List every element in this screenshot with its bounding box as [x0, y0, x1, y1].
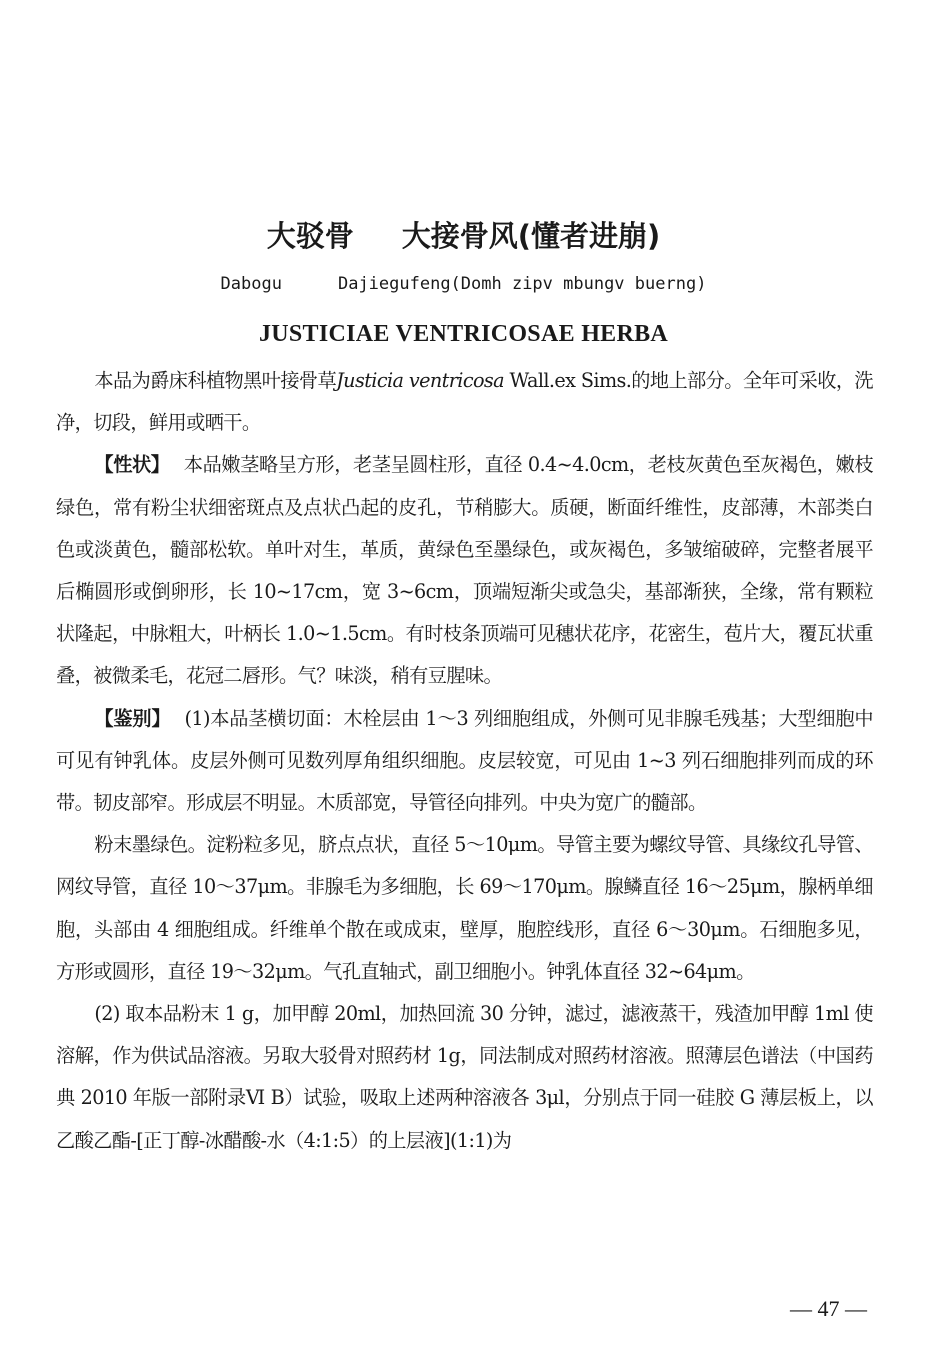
- intro-text-after: Wall.ex Sims.的地上部分。全年可采收，洗净，切段，鲜用或晒干。: [56, 369, 874, 435]
- scientific-name: Justicia ventricosa: [336, 369, 505, 392]
- intro-text-before: 本品为爵床科植物黑叶接骨草: [94, 369, 337, 392]
- identification-text-1: (1)本品茎横切面：木栓层由 1～3 列细胞组成，外侧可见非腺毛残基；大型细胞中可见有钟乳体。皮层外侧可见数列厚角组织细胞。皮层较宽，可见由 1~3 列石细胞排列而成的环带。韧皮部窄。形成层不明显。木质部宽，导管径向排列。中央为宽广的髓部。: [56, 706, 873, 815]
- page-number: — 47 —: [790, 1296, 867, 1321]
- characters-paragraph: [56, 444, 873, 697]
- identification-paragraph-3: (2) 取本品粉末 1 g，加甲醇 20ml，加热回流 30 分钟，滤过，滤液蒸干，残渣加甲醇 1ml 使溶解，作为供试品溶液。另取大驳骨对照药材 1g，同法制成对照药材溶液。照薄层色谱法（中国药典 2010 年版一部附录Ⅵ B）试验，吸取上述两种溶液各 3μl，分别点于同一硅胶 G 薄层板上，以乙酸乙酯-[正丁醇-冰醋酸-水（4:1:5）的上层液](1:1)为: [56, 1002, 873, 1152]
- pinyin-line: [0, 270, 927, 298]
- monograph-body: [56, 360, 873, 1162]
- title-name-zhuang: 大接骨风(懂者进崩): [401, 219, 661, 253]
- identification-paragraph-2: 粉末墨绿色。淀粉粒多见，脐点点状，直径 5～10μm。导管主要为螺纹导管、具缘纹孔导管、网纹导管，直径 10～37μm。非腺毛为多细胞，长 69～170μm。腺鳞直径 16～25μm，腺柄单细胞，头部由 4 细胞组成。纤维单个散在或成束，壁厚，胞腔线形，直径 6～30μm。石细胞多见，方形或圆形，直径 19～32μm。气孔直轴式，副卫细胞小。钟乳体直径 32~64μm。: [56, 833, 873, 983]
- title-name-primary: 大驳骨: [266, 219, 354, 253]
- characters-text: 本品嫩茎略呈方形，老茎呈圆柱形，直径 0.4~4.0cm，老枝灰黄色至灰褐色，嫩枝绿色，常有粉尘状细密斑点及点状凸起的皮孔，节稍膨大。质硬，断面纤维性，皮部薄，木部类白色或淡黄色，髓部松软。单叶对生，革质，黄绿色至墨绿色，或灰褐色，多皱缩破碎，完整者展平后椭圆形或倒卵形，长 10~17cm，宽 3~6cm，顶端短渐尖或急尖，基部渐狭，全缘，常有颗粒状隆起，中脉粗大，叶柄长 1.0~1.5cm。有时枝条顶端可见穗状花序，花密生，苞片大，覆瓦状重叠，被微柔毛，花冠二唇形。气？味淡，稍有豆腥味。: [56, 453, 873, 688]
- latin-name: JUSTICIAE VENTRICOSAE HERBA: [258, 321, 669, 347]
- identification-paragraph-1: [56, 698, 873, 825]
- characters-label: 【性状】: [94, 453, 170, 477]
- pinyin-name-primary: Dabogu: [220, 274, 282, 294]
- identification-label: 【鉴别】: [94, 706, 171, 730]
- pinyin-name-zhuang: Dajiegufeng(Domh zipv mbungv buerng): [337, 274, 707, 294]
- page-title: [0, 212, 927, 260]
- intro-paragraph: [56, 360, 873, 444]
